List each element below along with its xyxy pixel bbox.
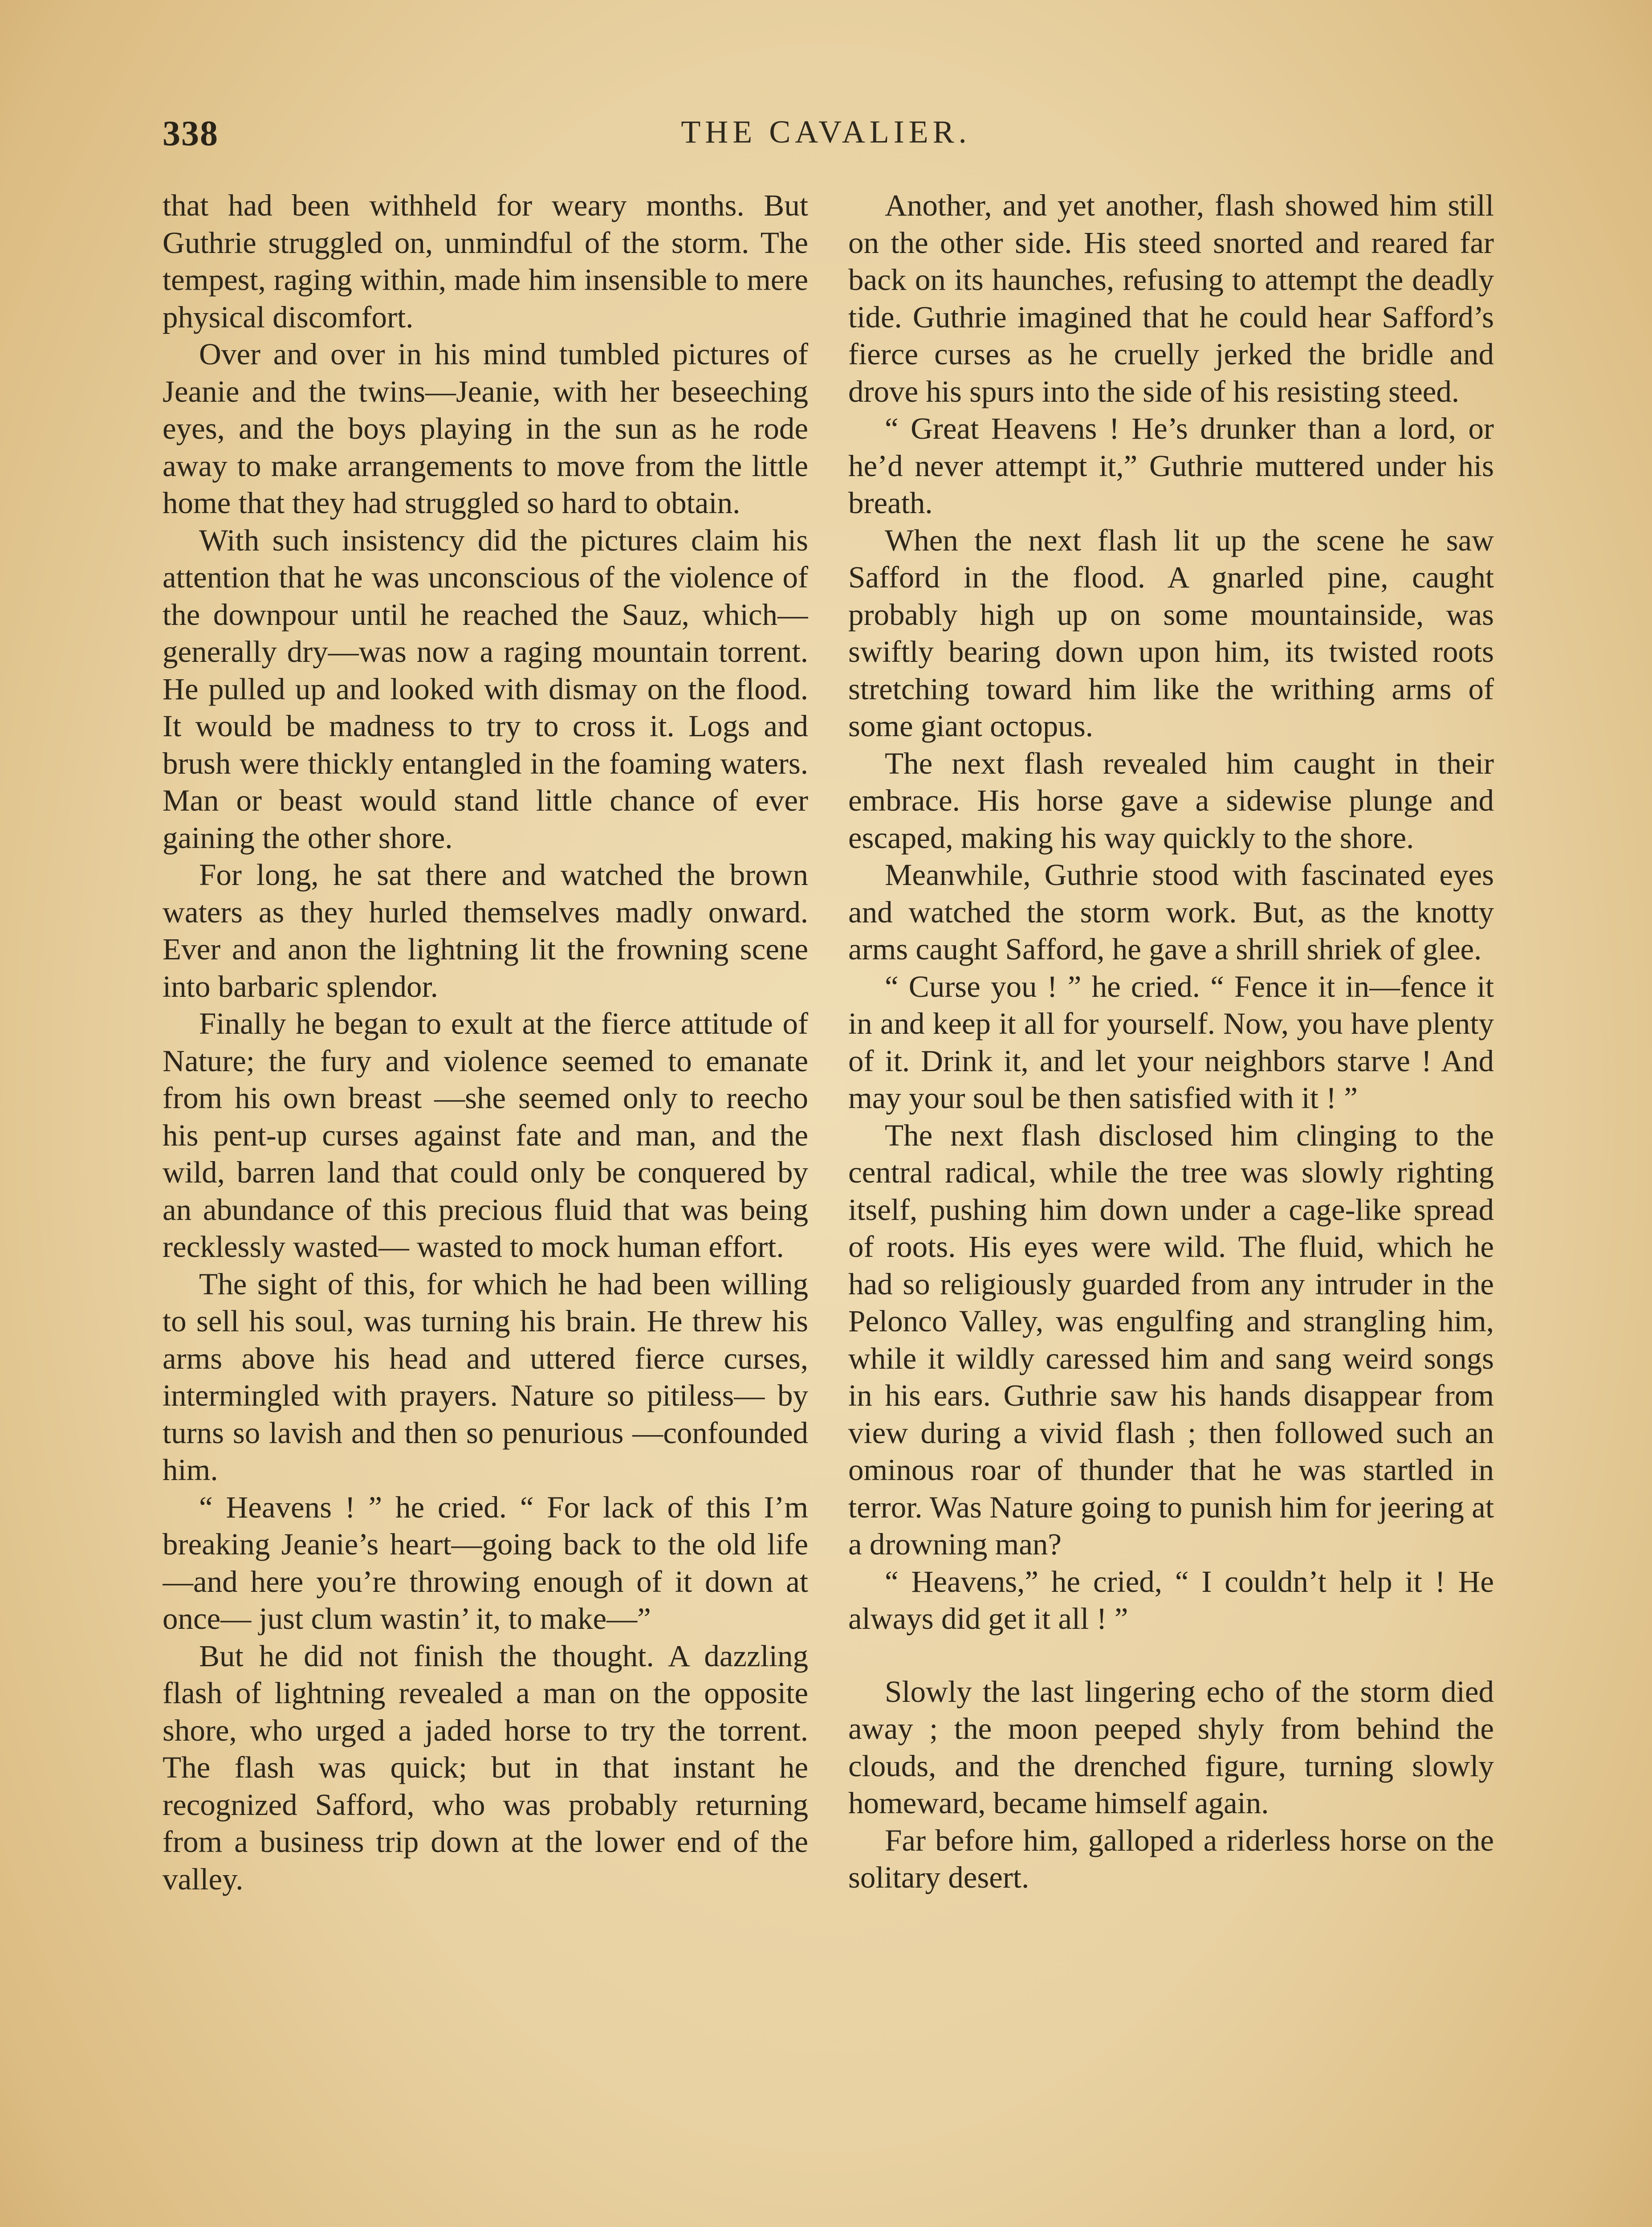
paragraph: When the next flash lit up the scene he saw Safford in the flood. A gnarled pine, caught probably high up on some mountainside, was swiftly bearing down upon him, its twisted roots stretching toward him like the writhing arms of some giant octopus. bbox=[848, 523, 1494, 743]
page-header bbox=[163, 114, 1489, 154]
paragraph: “ Curse you ! ” he cried. “ Fence it in—fence it in and keep it all for yourself. Now, you have plenty of it. Drink it, and let your neighbors starve ! And may your soul be then satisfied with it ! ” bbox=[848, 969, 1494, 1115]
paragraph: Another, and yet another, flash showed him still on the other side. His steed snorted and reared far back on its haunches, refusing to attempt the deadly tide. Guthrie imagined that he could hear Safford’s fierce curses as he cruelly jerked the bridle and drove his spurs into the side of his resisting steed. bbox=[848, 188, 1494, 408]
running-title: THE CAVALIER. bbox=[681, 114, 971, 150]
paragraph: Over and over in his mind tumbled pictures of Jeanie and the twins—Jeanie, with her beseeching eyes, and the boys playing in the sun as he rode away to make arrangements to move from the little home that they had struggled so hard to obtain. bbox=[163, 337, 808, 520]
paragraph: Meanwhile, Guthrie stood with fascinated eyes and watched the storm work. But, as the knotty arms caught Safford, he gave a shrill shriek of glee. bbox=[848, 858, 1494, 966]
paragraph: “ Heavens,” he cried, “ I couldn’t help it ! He always did get it all ! ” bbox=[848, 1564, 1494, 1636]
paragraph: Far before him, galloped a riderless horse on the solitary desert. bbox=[848, 1823, 1494, 1894]
paragraph: The next flash disclosed him clinging to the central radical, while the tree was slowly righting itself, pushing him down under a cage-like spread of roots. His eyes were wild. The fluid, which he had so religiously guarded from any intruder in the Pelonco Valley, was engulfing and strangling him, while it wildly caressed him and sang weird songs in his ears. Guthrie saw his hands disappear from view during a vivid flash ; then followed such an ominous roar of thunder that he was startled in terror. Was Nature going to punish him for jeering at a drowning man? bbox=[848, 1118, 1494, 1561]
text-columns bbox=[163, 187, 1494, 2227]
paragraph: Finally he began to exult at the fierce attitude of Nature; the fury and violence seemed to emanate from his own breast —she seemed only to reecho his pent-up curses against fate and man, and the wild, barren land that could only be conquered by an abundance of this precious fluid that was being recklessly wasted— wasted to mock human effort. bbox=[163, 1007, 808, 1264]
paragraph: “ Great Heavens ! He’s drunker than a lord, or he’d never attempt it,” Guthrie muttered under his breath. bbox=[848, 412, 1494, 520]
paragraph: The sight of this, for which he had been willing to sell his soul, was turning his brain. He threw his arms above his head and uttered fierce curses, intermingled with prayers. Nature so pitiless— by turns so lavish and then so penurious —confounded him. bbox=[163, 1267, 808, 1487]
paragraph: that had been withheld for weary months. But Guthrie struggled on, unmindful of the storm. The tempest, raging within, made him insensible to mere physical discomfort. bbox=[163, 188, 808, 334]
right-column bbox=[848, 187, 1494, 2227]
paragraph: The next flash revealed him caught in their embrace. His horse gave a sidewise plunge and escaped, making his way quickly to the shore. bbox=[848, 746, 1494, 855]
paragraph: With such insistency did the pictures claim his attention that he was unconscious of the violence of the downpour until he reached the Sauz, which—generally dry—was now a raging mountain torrent. He pulled up and looked with dismay on the flood. It would be madness to try to cross it. Logs and brush were thickly entangled in the foaming waters. Man or beast would stand little chance of ever gaining the other shore. bbox=[163, 523, 808, 855]
paragraph: For long, he sat there and watched the brown waters as they hurled themselves madly onward. Ever and anon the lightning lit the frowning scene into barbaric splendor. bbox=[163, 858, 808, 1003]
left-column bbox=[163, 187, 808, 2227]
paragraph: Slowly the last lingering echo of the storm died away ; the moon peeped shyly from behind the clouds, and the drenched figure, turning slowly homeward, became himself again. bbox=[848, 1674, 1494, 1820]
page-number: 338 bbox=[163, 114, 219, 153]
paragraph: “ Heavens ! ” he cried. “ For lack of this I’m breaking Jeanie’s heart—going back to the old life—and here you’re throwing enough of it down at once— just clum wastin’ it, to make—” bbox=[163, 1490, 808, 1636]
paragraph: But he did not finish the thought. A dazzling flash of lightning revealed a man on the opposite shore, who urged a jaded horse to try the torrent. The flash was quick; but in that instant he recognized Safford, who was probably returning from a business trip down at the lower end of the valley. bbox=[163, 1639, 808, 1896]
